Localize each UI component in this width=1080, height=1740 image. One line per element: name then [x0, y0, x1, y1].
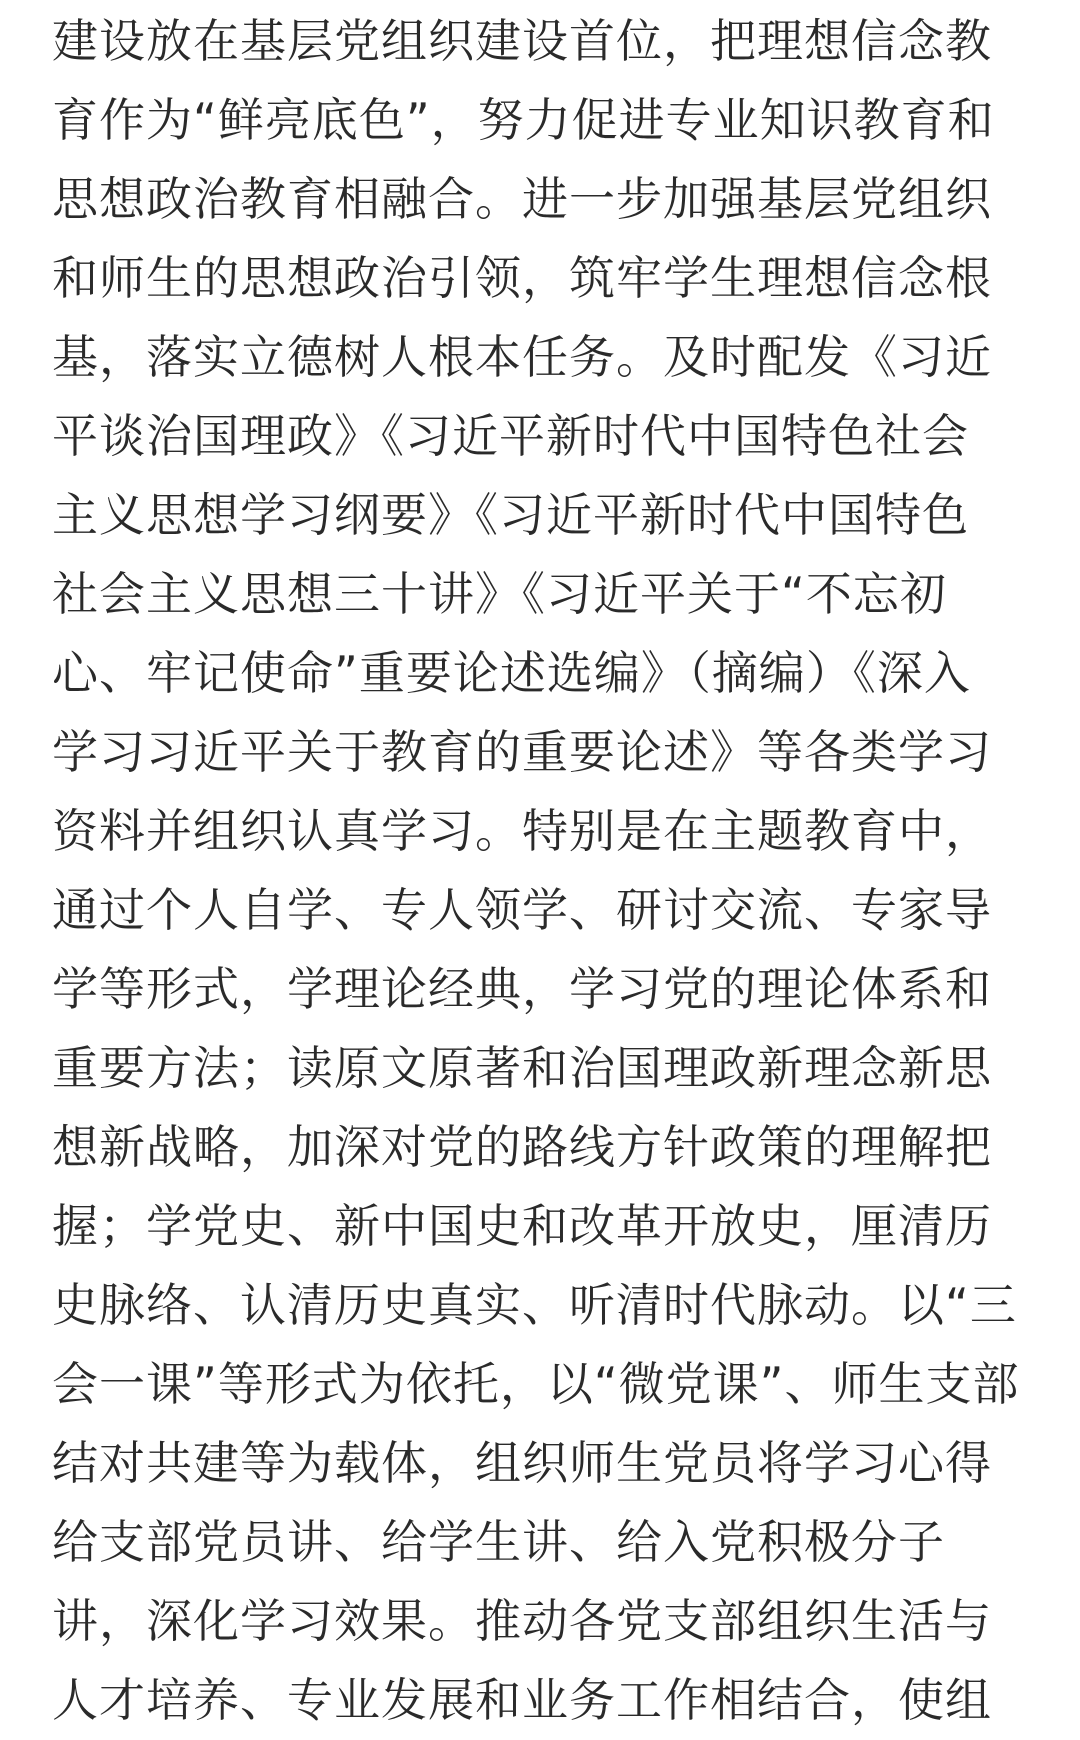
text-line: 人才培养、专业发展和业务工作相结合，使组	[52, 1673, 992, 1727]
text-line: 给支部党员讲、给学生讲、给入党积极分子	[52, 1515, 945, 1569]
text-line: 通过个人自学、专人领学、研讨交流、专家导	[52, 883, 992, 937]
text-line: 思想政治教育相融合。进一步加强基层党组织	[52, 172, 992, 226]
text-line: 想新战略，加深对党的路线方针政策的理解把	[52, 1120, 992, 1174]
text-line: 握；学党史、新中国史和改革开放史，厘清历	[52, 1199, 992, 1253]
text-line: 平谈治国理政》《习近平新时代中国特色社会	[52, 409, 969, 463]
article-body	[52, 2, 1038, 1740]
text-line: 主义思想学习纲要》《习近平新时代中国特色	[52, 488, 969, 542]
text-line: 结对共建等为载体，组织师生党员将学习心得	[52, 1436, 992, 1490]
text-line: 建设放在基层党组织建设首位，把理想信念教	[52, 14, 992, 68]
text-line: 心、牢记使命”重要论述选编》（摘编）《深入	[52, 646, 971, 700]
text-line: 学习习近平关于教育的重要论述》等各类学习	[52, 725, 992, 779]
text-line: 史脉络、认清历史真实、听清时代脉动。以“三	[52, 1278, 1017, 1332]
text-line: 学等形式，学理论经典，学习党的理论体系和	[52, 962, 992, 1016]
text-line: 讲，深化学习效果。推动各党支部组织生活与	[52, 1594, 992, 1648]
text-line: 和师生的思想政治引领，筑牢学生理想信念根	[52, 251, 992, 305]
text-line: 育作为“鲜亮底色”，努力促进专业知识教育和	[52, 93, 995, 147]
text-line: 会一课”等形式为依托，以“微党课”、师生支部	[52, 1357, 1020, 1411]
text-line: 重要方法；读原文原著和治国理政新理念新思	[52, 1041, 992, 1095]
text-line: 资料并组织认真学习。特别是在主题教育中，	[52, 804, 992, 858]
text-line: 社会主义思想三十讲》《习近平关于“不忘初	[52, 567, 947, 621]
text-line: 基，落实立德树人根本任务。及时配发《习近	[52, 330, 992, 384]
